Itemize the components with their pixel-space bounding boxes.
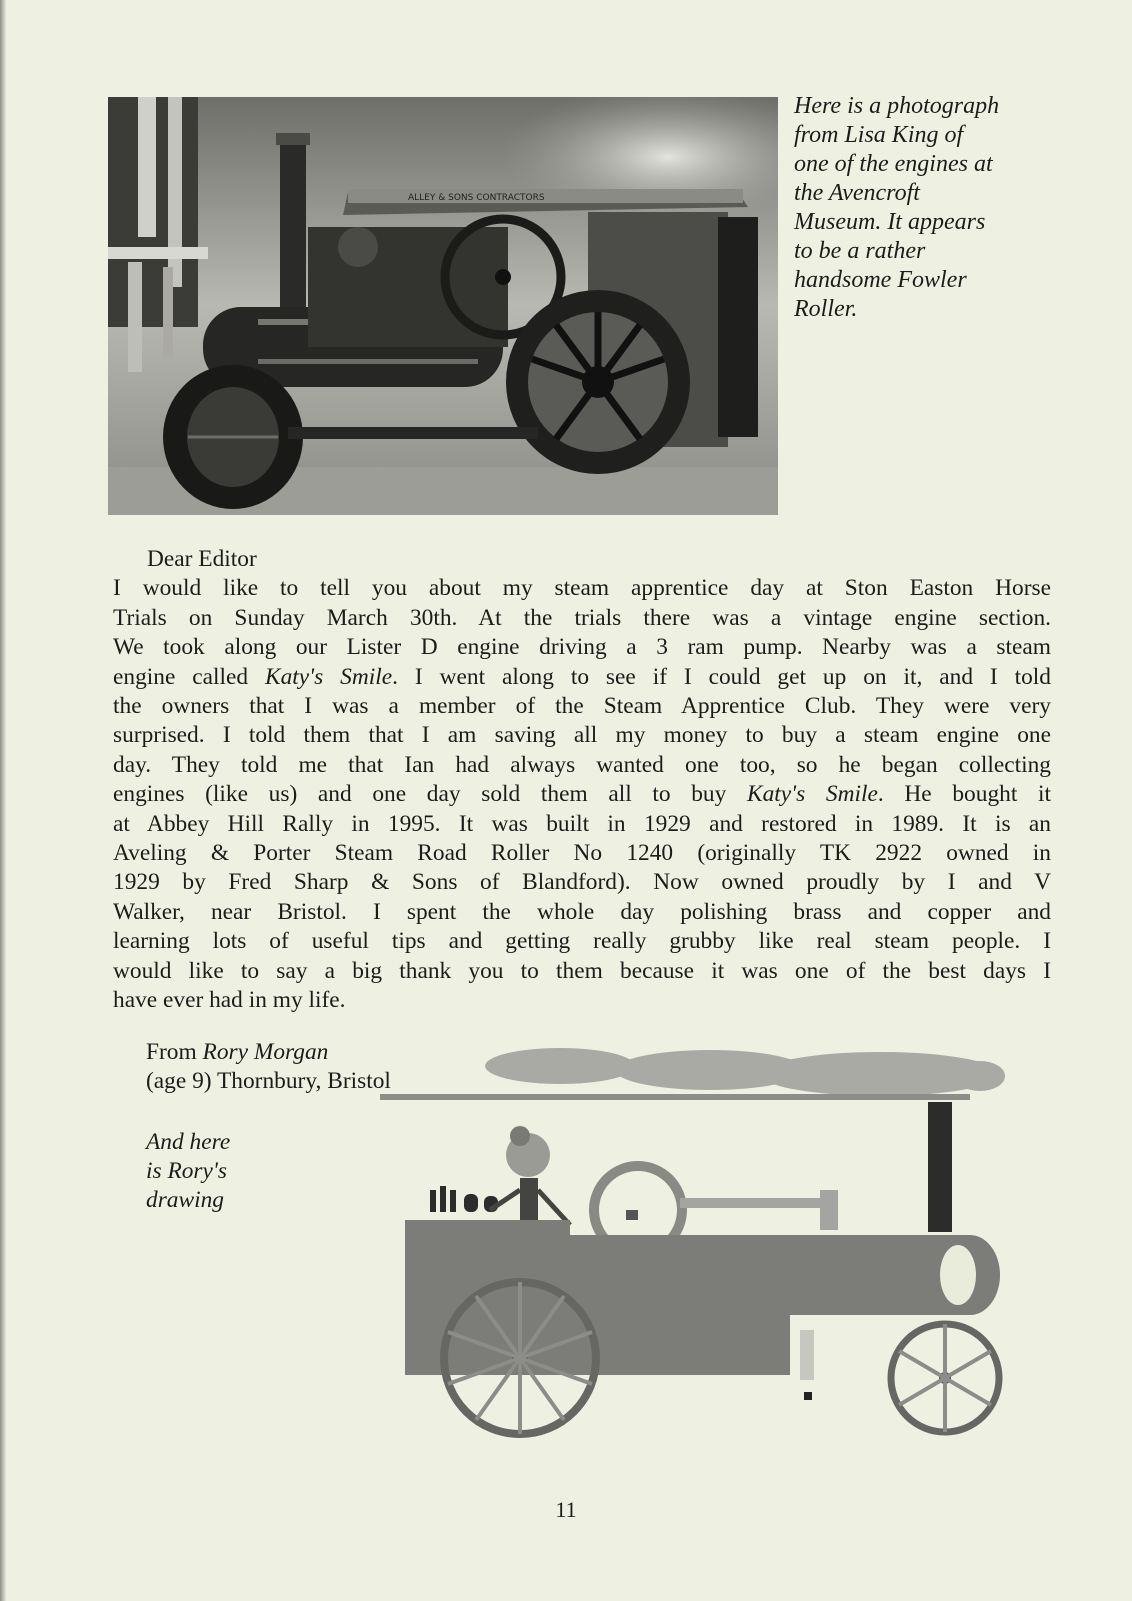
caption-line: Roller. (794, 296, 858, 322)
letter-line: I would like to tell you about my steam apprentice day at Ston Easton Horse (113, 575, 1051, 602)
letter-line: have ever had in my life. (113, 987, 346, 1014)
letter-line: engine called Katy's Smile. I went along to see if I could get up on it, and I told (113, 663, 1051, 690)
letter-line: Trials on Sunday March 30th. At the trials there was a vintage engine section. (113, 604, 1051, 631)
letter-body (113, 545, 1051, 1016)
from-prefix: From (146, 1039, 203, 1065)
author-detail: (age 9) Thornbury, Bristol (146, 1068, 391, 1094)
drawing-caption-line: drawing (146, 1187, 224, 1213)
letter-line: Aveling & Porter Steam Road Roller No 1240 (originally TK 2922 owned in (113, 840, 1051, 867)
salutation: Dear Editor (147, 546, 257, 572)
caption-line: from Lisa King of (794, 122, 964, 148)
letter-line: engines (like us) and one day sold them all to buy Katy's Smile. He bought it (113, 781, 1051, 808)
letter-line: would like to say a big thank you to them because it was one of the best days I (113, 957, 1051, 984)
letter-line: learning lots of useful tips and getting really grubby like real steam people. I (113, 928, 1051, 955)
caption-line: the Avencroft (794, 180, 920, 206)
caption-line: to be a rather (794, 238, 926, 264)
letter-line: 1929 by Fred Sharp & Sons of Blandford). Now owned proudly by I and V (113, 869, 1051, 896)
steam-roller-photo (108, 97, 778, 515)
photo-caption (794, 92, 1054, 324)
letter-line: surprised. I told them that I am saving all my money to buy a steam engine one (113, 722, 1051, 749)
canopy-lettering: ALLEY & SONS CONTRACTORS (408, 193, 545, 203)
signature-from (146, 1038, 391, 1067)
drawing-caption-line: And here (146, 1129, 231, 1155)
signature (146, 1038, 391, 1096)
caption-line: one of the engines at (794, 151, 993, 177)
childs-engine-drawing (380, 1040, 1030, 1440)
drawing-caption (146, 1128, 230, 1215)
drawing-caption-line: is Rory's (146, 1158, 228, 1184)
caption-line: Here is a photograph (794, 93, 1000, 119)
caption-line: handsome Fowler (794, 267, 967, 293)
letter-line: Walker, near Bristol. I spent the whole day polishing brass and copper and (113, 898, 1051, 925)
letter-lines (113, 574, 1051, 1015)
letter-line: at Abbey Hill Rally in 1995. It was built in 1929 and restored in 1989. It is an (113, 810, 1051, 837)
page-number: 11 (555, 1497, 577, 1522)
letter-line: the owners that I was a member of the Steam Apprentice Club. They were very (113, 693, 1051, 720)
page-edge-shadow (0, 0, 6, 1601)
letter-line: We took along our Lister D engine driving a 3 ram pump. Nearby was a steam (113, 634, 1051, 661)
letter-line: day. They told me that Ian had always wanted one too, so he began collecting (113, 751, 1051, 778)
author-name: Rory Morgan (202, 1039, 329, 1065)
caption-line: Museum. It appears (794, 209, 986, 235)
